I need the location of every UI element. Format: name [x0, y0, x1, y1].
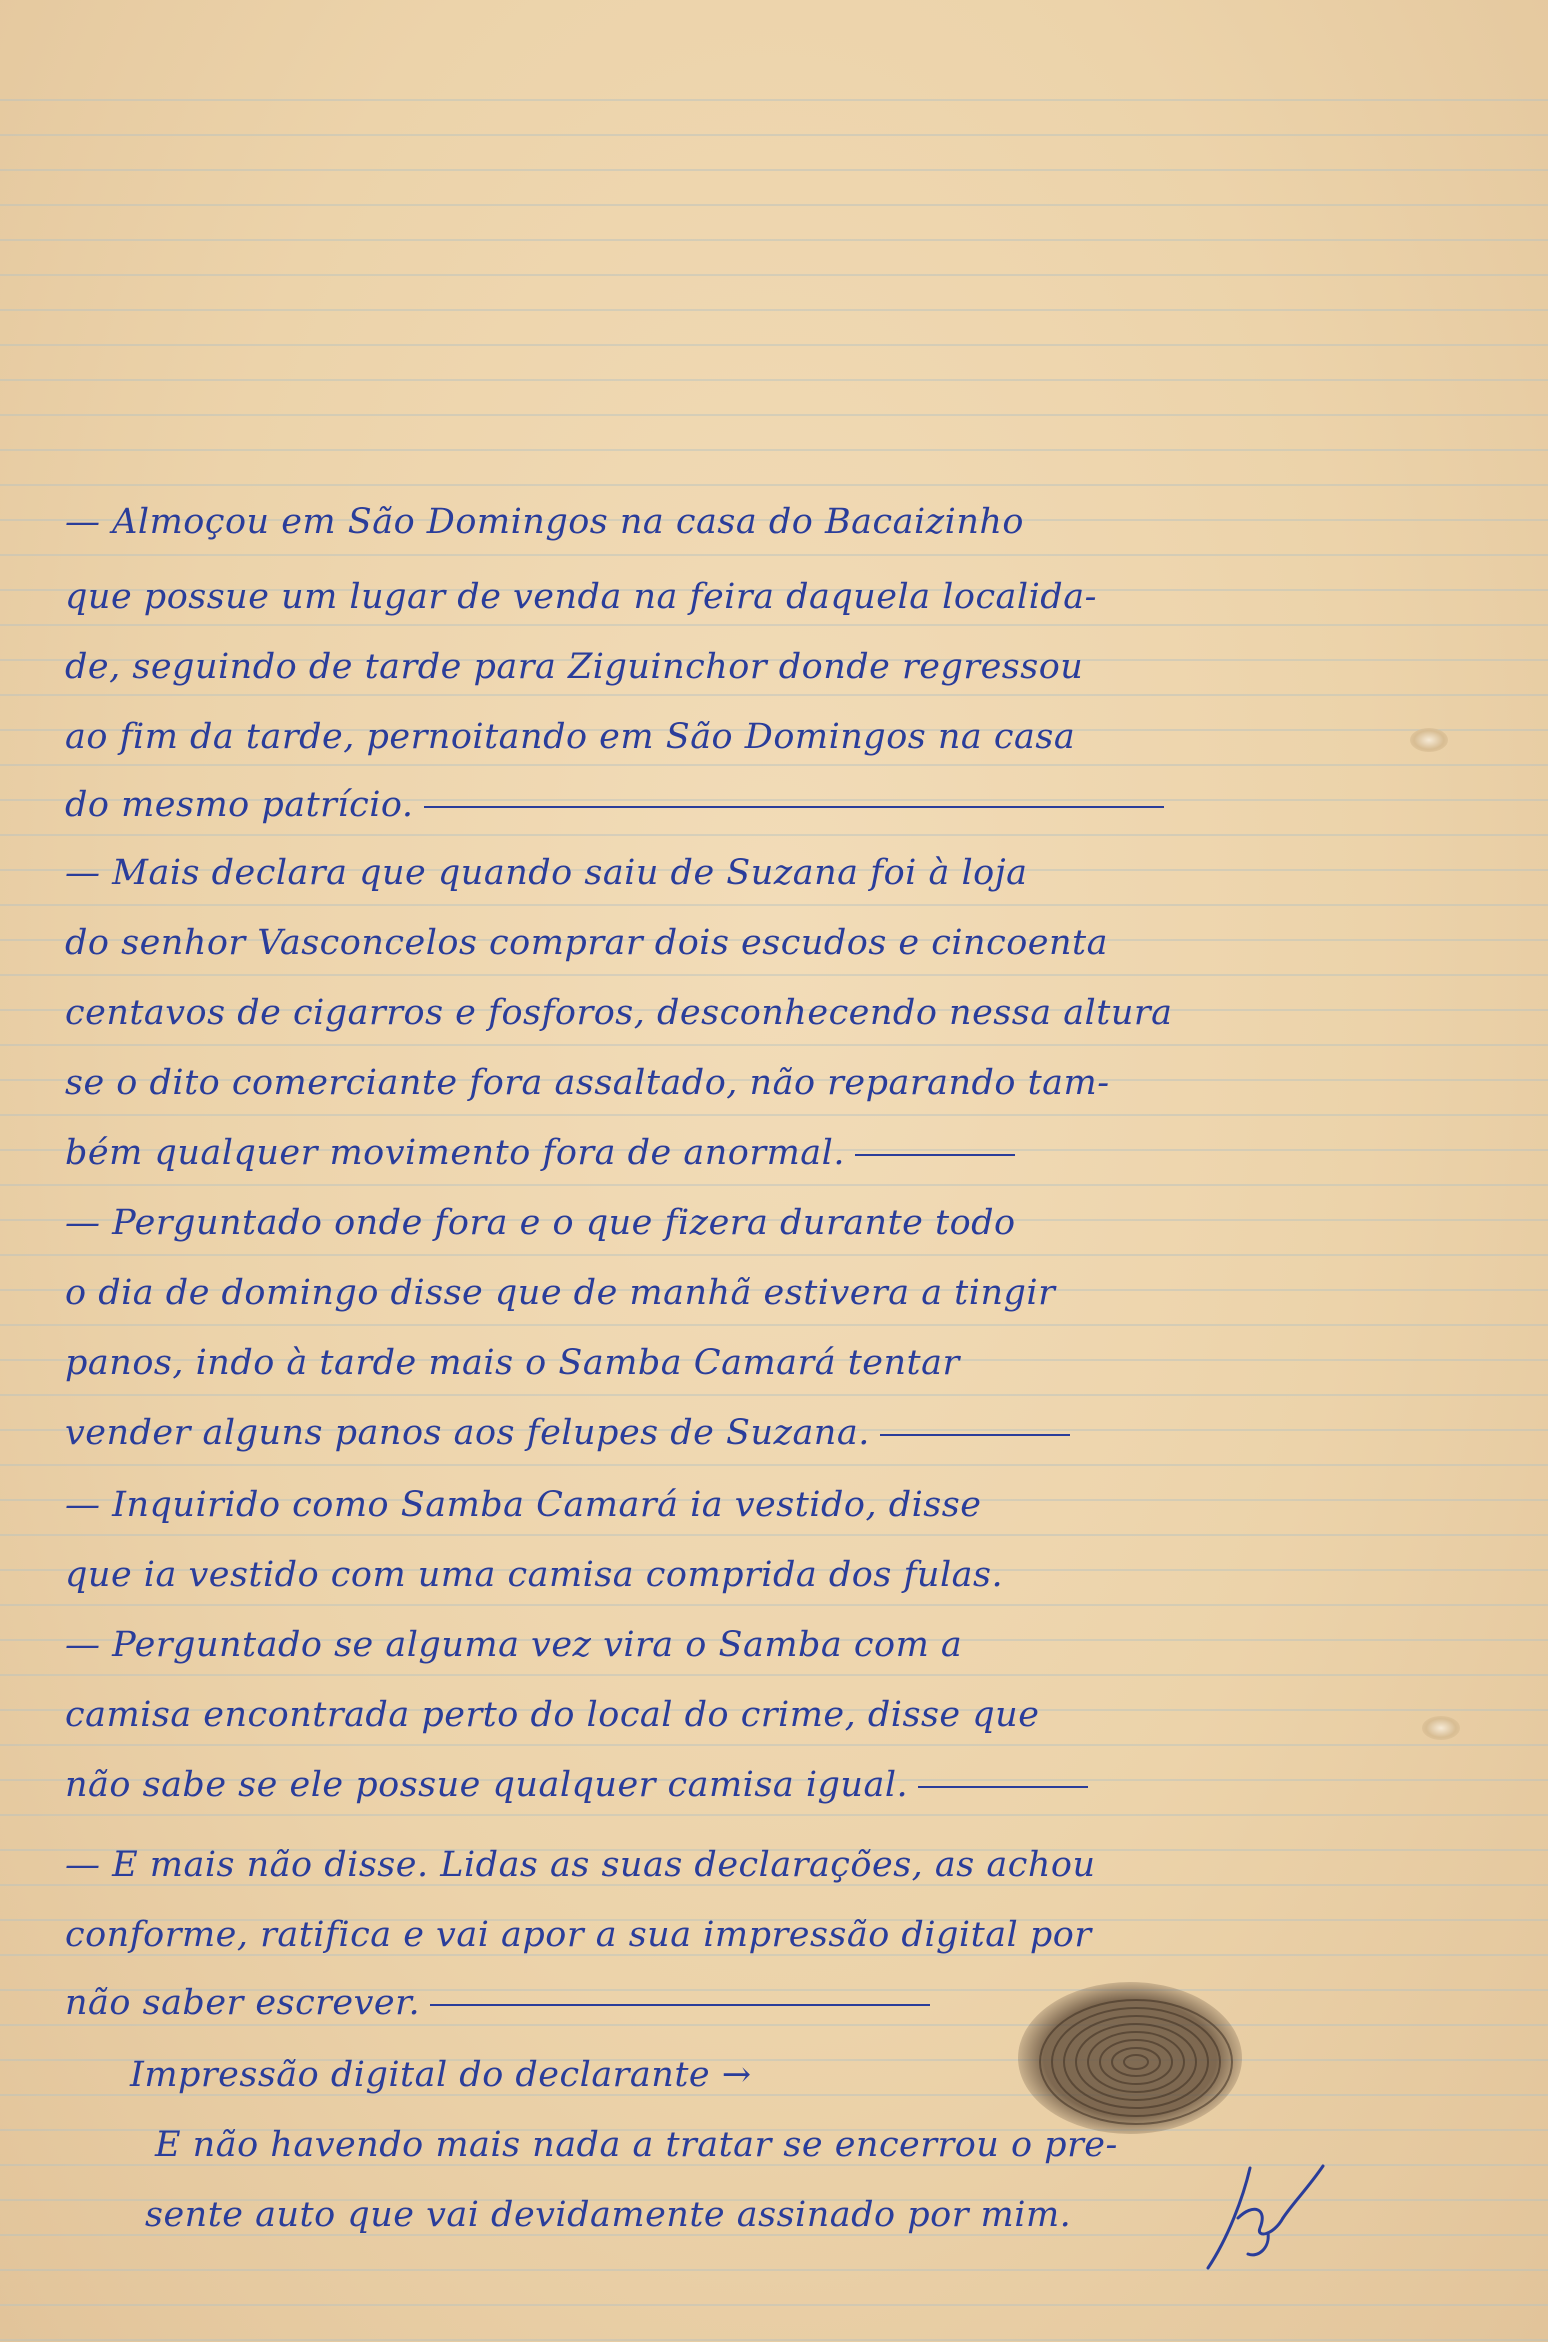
fill-line: [855, 1154, 1015, 1156]
text-line: de, seguindo de tarde para Ziguinchor donde regressou: [65, 647, 1084, 687]
text-line: — Perguntado onde fora e o que fizera durante todo: [65, 1203, 1016, 1243]
text-line: conforme, ratifica e vai apor a sua impressão digital por: [65, 1915, 1092, 1955]
fill-line: [430, 2004, 930, 2006]
text-line: panos, indo à tarde mais o Samba Camará tentar: [65, 1343, 960, 1383]
text-line: não saber escrever.: [65, 1968, 1325, 2038]
signature-mark: [1198, 2158, 1328, 2278]
fill-line: [424, 806, 1164, 808]
text-line: do senhor Vasconcelos comprar dois escudos e cincoenta: [65, 923, 1108, 963]
text-line: vender alguns panos aos felupes de Suzana.: [65, 1398, 1325, 1468]
fill-line: [880, 1434, 1070, 1436]
text-line: — Perguntado se alguma vez vira o Samba com a: [65, 1625, 963, 1665]
text-line: E não havendo mais nada a tratar se encerrou o pre-: [155, 2125, 1118, 2165]
text-line: — Inquirido como Samba Camará ia vestido, disse: [65, 1485, 982, 1525]
text-line: centavos de cigarros e fosforos, desconhecendo nessa altura: [65, 993, 1173, 1033]
text-line: — E mais não disse. Lidas as suas declarações, as achou: [65, 1845, 1096, 1885]
text-line: do mesmo patrício.: [65, 770, 1325, 840]
text-line: bém qualquer movimento fora de anormal.: [65, 1118, 1325, 1188]
text-line: ao fim da tarde, pernoitando em São Domingos na casa: [65, 717, 1076, 757]
text-line: camisa encontrada perto do local do crime, disse que: [65, 1695, 1040, 1735]
text-line: — Almoçou em São Domingos na casa do Bacaizinho: [65, 502, 1024, 542]
text-line: que possue um lugar de venda na feira daquela localida-: [65, 577, 1097, 617]
text-line: se o dito comerciante fora assaltado, não reparando tam-: [65, 1063, 1110, 1103]
text-line: — Mais declara que quando saiu de Suzana foi à loja: [65, 853, 1028, 893]
fill-line: [918, 1786, 1088, 1788]
text-line: não sabe se ele possue qualquer camisa igual.: [65, 1750, 1325, 1820]
text-line: Impressão digital do declarante →: [130, 2055, 752, 2095]
text-line: sente auto que vai devidamente assinado por mim.: [145, 2195, 1072, 2235]
text-line: o dia de domingo disse que de manhã estivera a tingir: [65, 1273, 1056, 1313]
text-line: que ia vestido com uma camisa comprida dos fulas.: [65, 1555, 1004, 1595]
fingerprint-mark: [1012, 1978, 1248, 2138]
